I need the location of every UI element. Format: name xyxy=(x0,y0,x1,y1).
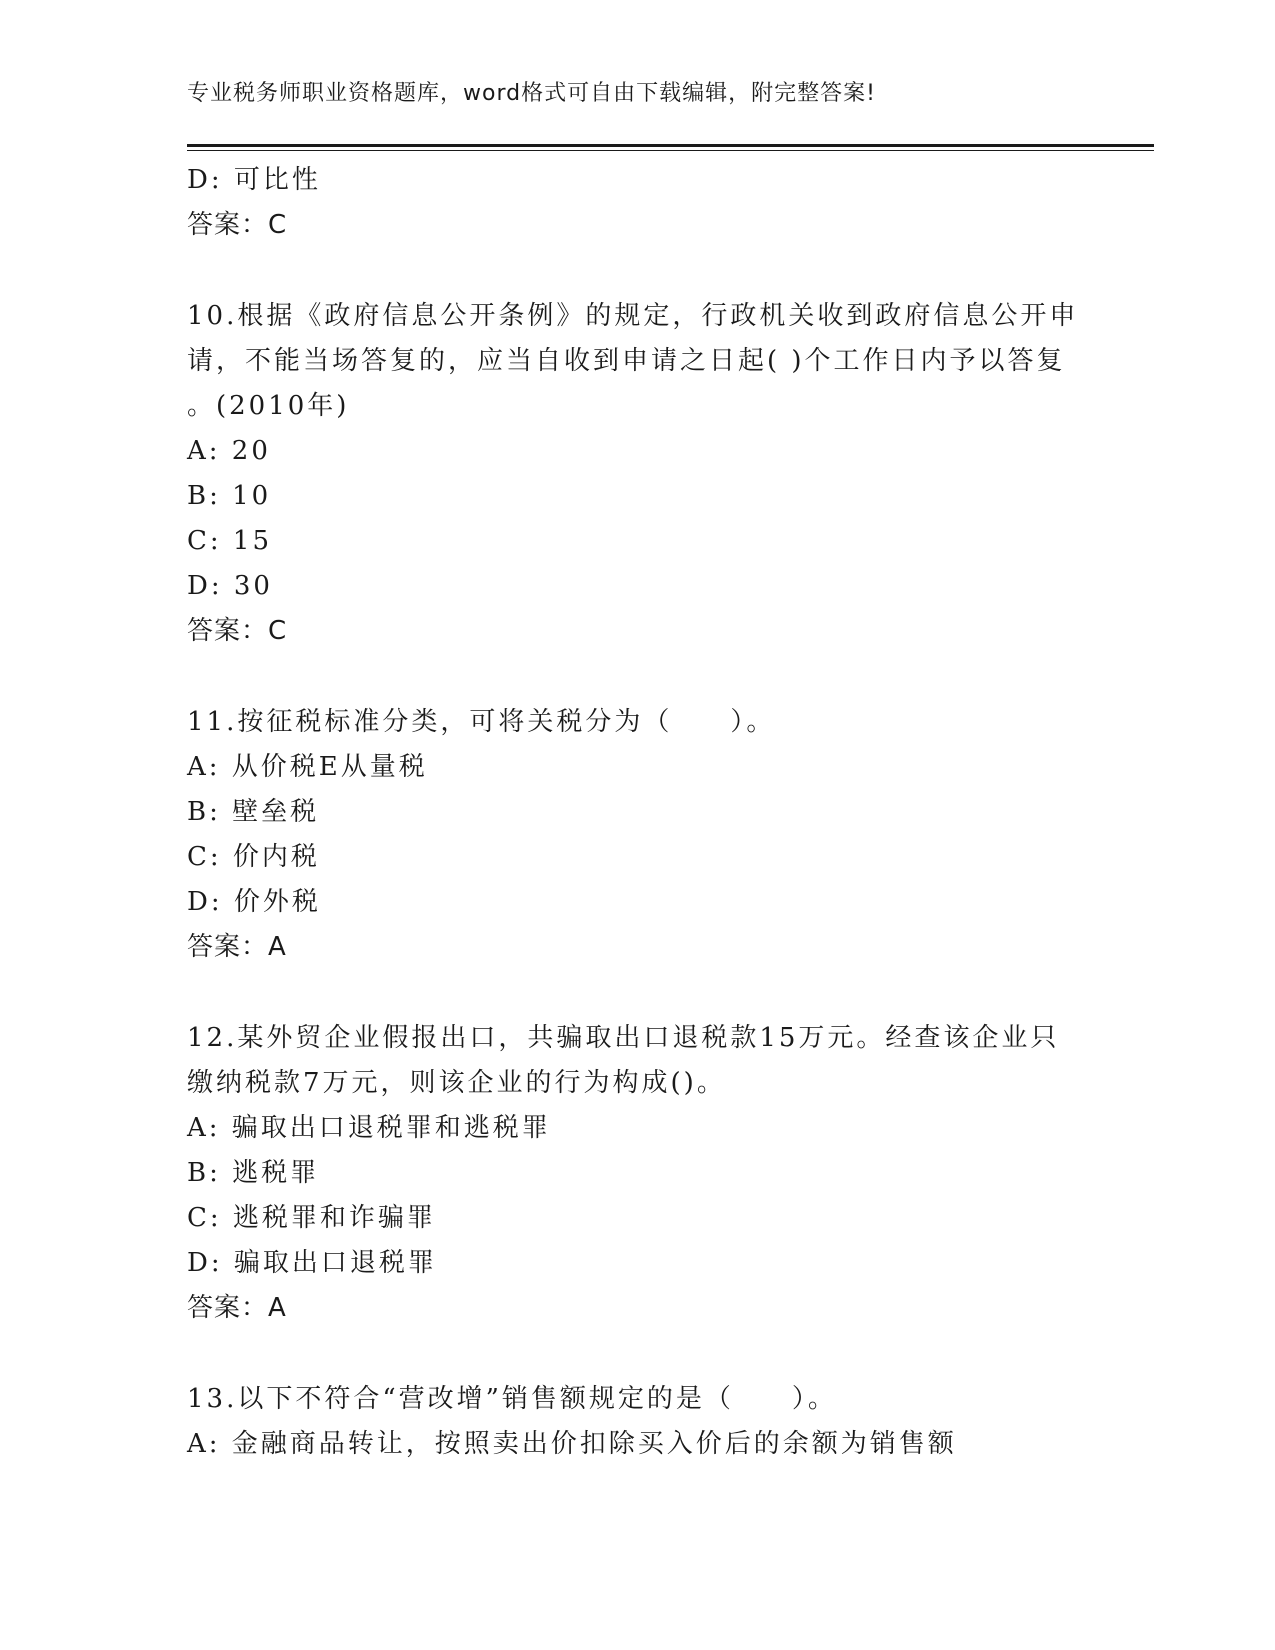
question-11-answer: 答案：A xyxy=(187,932,287,962)
question-13-stem xyxy=(187,1377,1067,1422)
question-12-answer: 答案：A xyxy=(187,1293,287,1323)
question-10-line-1: 10.根据《政府信息公开条例》的规定，行政机关收到政府信息公开申 xyxy=(187,301,1079,331)
question-11-option-d: D: 价外税 xyxy=(187,887,321,917)
question-10-stem xyxy=(187,294,1079,429)
question-10-option-a: A: 20 xyxy=(187,436,271,466)
question-11-option-c: C: 价内税 xyxy=(187,842,320,872)
question-11-option-b: B: 壁垒税 xyxy=(187,797,320,827)
question-11-option-a: A: 从价税E从量税 xyxy=(187,752,428,782)
question-13-line-1: 13.以下不符合“营改增”销售额规定的是（ ）。 xyxy=(187,1384,837,1414)
question-12 xyxy=(187,1016,1087,1331)
spacer xyxy=(187,970,1087,1016)
header-rule-thin xyxy=(187,150,1154,151)
question-12-option-a: A: 骗取出口退税罪和逃税罪 xyxy=(187,1113,551,1143)
question-12-option-b: B: 逃税罪 xyxy=(187,1158,320,1188)
question-11-stem xyxy=(187,700,1067,745)
question-12-option-d: D: 骗取出口退税罪 xyxy=(187,1248,437,1278)
spacer xyxy=(187,1331,1087,1377)
prev-option-d: D: 可比性 xyxy=(187,165,321,195)
question-12-option-c: C: 逃税罪和诈骗罪 xyxy=(187,1203,436,1233)
question-10 xyxy=(187,294,1087,654)
question-12-line-1: 12.某外贸企业假报出口，共骗取出口退税款15万元。经查该企业只 xyxy=(187,1023,1060,1053)
question-10-option-d: D: 30 xyxy=(187,571,273,601)
question-12-line-2: 缴纳税款7万元，则该企业的行为构成()。 xyxy=(187,1068,726,1098)
question-11-line-1: 11.按征税标准分类，可将关税分为（ ）。 xyxy=(187,707,776,737)
prev-answer: 答案：C xyxy=(187,210,288,240)
question-13-option-a: A: 金融商品转让，按照卖出价扣除买入价后的余额为销售额 xyxy=(187,1429,957,1459)
header-rule-thick xyxy=(187,144,1154,147)
question-10-line-2: 请，不能当场答复的，应当自收到申请之日起( )个工作日内予以答复 xyxy=(187,346,1066,376)
spacer xyxy=(187,654,1087,700)
question-10-option-b: B: 10 xyxy=(187,481,272,511)
document-content xyxy=(187,158,1087,1467)
question-10-answer: 答案：C xyxy=(187,616,288,646)
question-10-option-c: C: 15 xyxy=(187,526,273,556)
question-13 xyxy=(187,1377,1087,1467)
page-header-text: 专业税务师职业资格题库，word格式可自由下载编辑，附完整答案! xyxy=(187,81,876,106)
question-12-stem xyxy=(187,1016,1067,1106)
spacer xyxy=(187,248,1087,294)
question-10-line-3: 。(2010年) xyxy=(187,391,350,421)
question-11 xyxy=(187,700,1087,970)
